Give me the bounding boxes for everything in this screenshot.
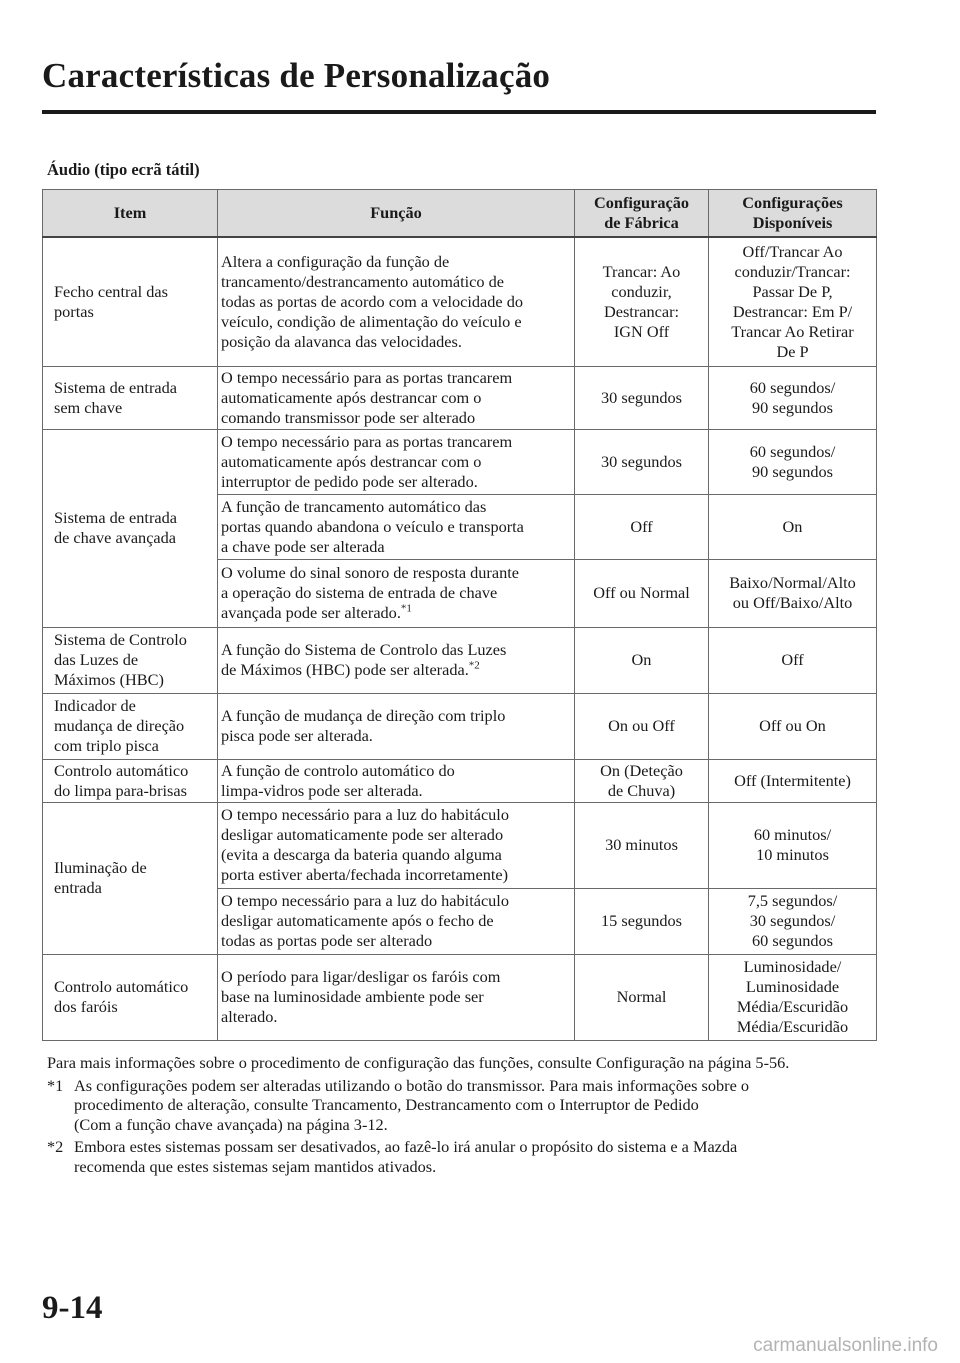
function-cell: A função de trancamento automático das portas quando abandona o veículo e transporta a chave pode ser alterada — [218, 494, 575, 559]
function-cell: O tempo necessário para as portas trancarem automaticamente após destrancar com o comando transmissor pode ser alterado — [218, 366, 575, 429]
table-header-row — [43, 190, 877, 238]
settings-table — [42, 189, 877, 1041]
function-cell: A função do Sistema de Controlo das Luzes de Máximos (HBC) pode ser alterada.$^{*2}$ — [218, 627, 575, 693]
footnote-ref: *2 — [468, 659, 480, 672]
item-cell: Sistema de entrada de chave avançada — [43, 429, 218, 627]
item-cell: Iluminação de entrada — [43, 802, 218, 954]
general-note: Para mais informações sobre o procedimento de configuração das funções, consulte Configuração na página 5-56. — [47, 1053, 790, 1072]
available-settings-cell: 60 segundos/ 90 segundos — [709, 366, 877, 429]
factory-setting-cell: Trancar: Ao conduzir, Destrancar: IGN Off — [575, 237, 709, 366]
factory-setting-cell: 15 segundos — [575, 888, 709, 954]
section-title: Áudio (tipo ecrã tátil) — [47, 160, 200, 179]
factory-setting-cell: On ou Off — [575, 693, 709, 759]
header-rule — [42, 110, 876, 114]
function-cell: O tempo necessário para a luz do habitáculo desligar automaticamente após o fecho de todas as portas pode ser alterado — [218, 888, 575, 954]
function-cell: O tempo necessário para as portas trancarem automaticamente após destrancar com o interruptor de pedido pode ser alterado. — [218, 429, 575, 494]
footnote-ref: *1 — [400, 602, 412, 615]
header-item: Item — [43, 190, 218, 238]
available-settings-cell: 60 segundos/ 90 segundos — [709, 429, 877, 494]
item-cell: Controlo automático do limpa para-brisas — [43, 759, 218, 802]
available-settings-cell: Baixo/Normal/Alto ou Off/Baixo/Alto — [709, 559, 877, 627]
watermark: carmanualsonline.info — [753, 1335, 938, 1356]
settings-table-container — [42, 189, 876, 1041]
table-row — [43, 627, 877, 693]
table-row — [43, 429, 877, 494]
function-cell: A função de controlo automático do limpa-vidros pode ser alterada. — [218, 759, 575, 802]
available-settings-cell: On — [709, 494, 877, 559]
function-cell: A função de mudança de direção com triplo pisca pode ser alterada. — [218, 693, 575, 759]
factory-setting-cell: On (Deteção de Chuva) — [575, 759, 709, 802]
table-row — [43, 954, 877, 1040]
item-cell: Sistema de Controlo das Luzes de Máximos (HBC) — [43, 627, 218, 693]
function-cell: O volume do sinal sonoro de resposta durante a operação do sistema de entrada de chave avançada pode ser alterado.$^{*1}$ — [218, 559, 575, 627]
table-row — [43, 366, 877, 429]
function-cell: O período para ligar/desligar os faróis com base na luminosidade ambiente pode ser alterado. — [218, 954, 575, 1040]
available-settings-cell: 7,5 segundos/ 30 segundos/ 60 segundos — [709, 888, 877, 954]
header-factory-setting: Configuração de Fábrica — [575, 190, 709, 238]
table-row — [43, 759, 877, 802]
factory-setting-cell: 30 segundos — [575, 429, 709, 494]
available-settings-cell: Off ou On — [709, 693, 877, 759]
item-cell: Sistema de entrada sem chave — [43, 366, 218, 429]
item-cell: Indicador de mudança de direção com triplo pisca — [43, 693, 218, 759]
factory-setting-cell: Off ou Normal — [575, 559, 709, 627]
table-row — [43, 802, 877, 888]
table-row — [43, 237, 877, 366]
available-settings-cell: Off — [709, 627, 877, 693]
footnote-1: *1 As configurações podem ser alteradas utilizando o botão do transmissor. Para mais informações sobre o procedimento de alteração, consulte Trancamento, Destrancamento com o Interruptor de Pedido (Com a função chave avançada) na página 3-12. — [47, 1075, 750, 1134]
table-row — [43, 693, 877, 759]
available-settings-cell: Off/Trancar Ao conduzir/Trancar: Passar De P, Destrancar: Em P/ Trancar Ao Retirar De P — [709, 237, 877, 366]
factory-setting-cell: Normal — [575, 954, 709, 1040]
factory-setting-cell: Off — [575, 494, 709, 559]
page-number: 9-14 — [42, 1290, 103, 1326]
footnote-2-mark: *2 — [47, 1137, 64, 1156]
function-cell: O tempo necessário para a luz do habitáculo desligar automaticamente pode ser alterado (evita a descarga da bateria quando alguma porta estiver aberta/fechada incorretamente) — [218, 802, 575, 888]
available-settings-cell: 60 minutos/ 10 minutos — [709, 802, 877, 888]
available-settings-cell: Luminosidade/ Luminosidade Média/Escuridão Média/Escuridão — [709, 954, 877, 1040]
available-settings-cell: Off (Intermitente) — [709, 759, 877, 802]
footnote-2: *2 Embora estes sistemas possam ser desativados, ao fazê-lo irá anular o propósito do sistema e a Mazda recomenda que estes sistemas sejam mantidos ativados. — [47, 1137, 738, 1176]
factory-setting-cell: On — [575, 627, 709, 693]
page-title: Características de Personalização — [42, 56, 551, 95]
item-cell: Controlo automático dos faróis — [43, 954, 218, 1040]
notes — [47, 1053, 877, 1179]
factory-setting-cell: 30 minutos — [575, 802, 709, 888]
footnote-1-mark: *1 — [47, 1075, 64, 1095]
header-available-settings: Configurações Disponíveis — [709, 190, 877, 238]
factory-setting-cell: 30 segundos — [575, 366, 709, 429]
header-function: Função — [218, 190, 575, 238]
function-cell: Altera a configuração da função de trancamento/destrancamento automático de todas as portas de acordo com a velocidade do veículo, condição de alimentação do veículo e posição da alavanca das velocidades. — [218, 237, 575, 366]
item-cell: Fecho central das portas — [43, 237, 218, 366]
